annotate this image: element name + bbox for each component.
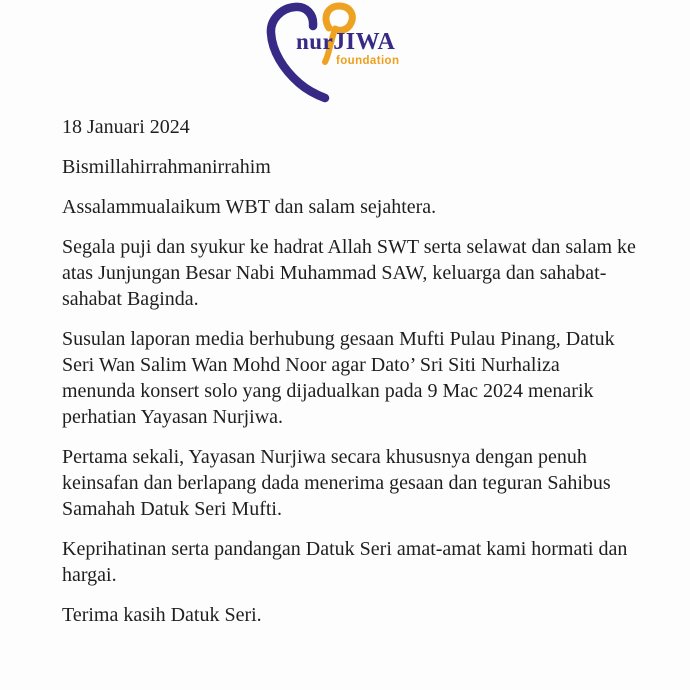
letter-paragraph: Terima kasih Datuk Seri.	[62, 604, 262, 626]
letter-paragraph: Segala puji dan syukur ke hadrat Allah SWT serta selawat dan salam ke atas Junjungan Besar Nabi Muhammad SAW, keluarga dan sahabat-sahabat Baginda.	[62, 236, 636, 310]
letter-paragraph: Bismillahirrahmanirrahim	[62, 156, 271, 178]
letter-paragraph: Assalammualaikum WBT dan salam sejahtera.	[62, 196, 437, 218]
logo-wordmark	[296, 30, 395, 54]
logo-wordmark-prefix: nur	[296, 29, 334, 54]
logo-wordmark-suffix: JIWA	[333, 29, 396, 55]
foundation-logo	[258, 2, 458, 112]
letter-paragraph: Keprihatinan serta pandangan Datuk Seri amat-amat kami hormati dan hargai.	[62, 538, 628, 586]
letter-body	[62, 114, 638, 642]
letter-date: 18 Januari 2024	[62, 116, 190, 138]
letter-paragraph: Pertama sekali, Yayasan Nurjiwa secara khususnya dengan penuh keinsafan dan berlapang dada menerima gesaan dan teguran Sahibus Samahah Datuk Seri Mufti.	[62, 446, 611, 520]
logo-tagline: foundation	[336, 55, 400, 67]
letter-paragraph: Susulan laporan media berhubung gesaan Mufti Pulau Pinang, Datuk Seri Wan Salim Wan Mohd Noor agar Dato’ Sri Siti Nurhaliza menunda konsert solo yang dijadualkan pada 9 Mac 2024 menarik perhatian Yayasan Nurjiwa.	[62, 328, 615, 428]
